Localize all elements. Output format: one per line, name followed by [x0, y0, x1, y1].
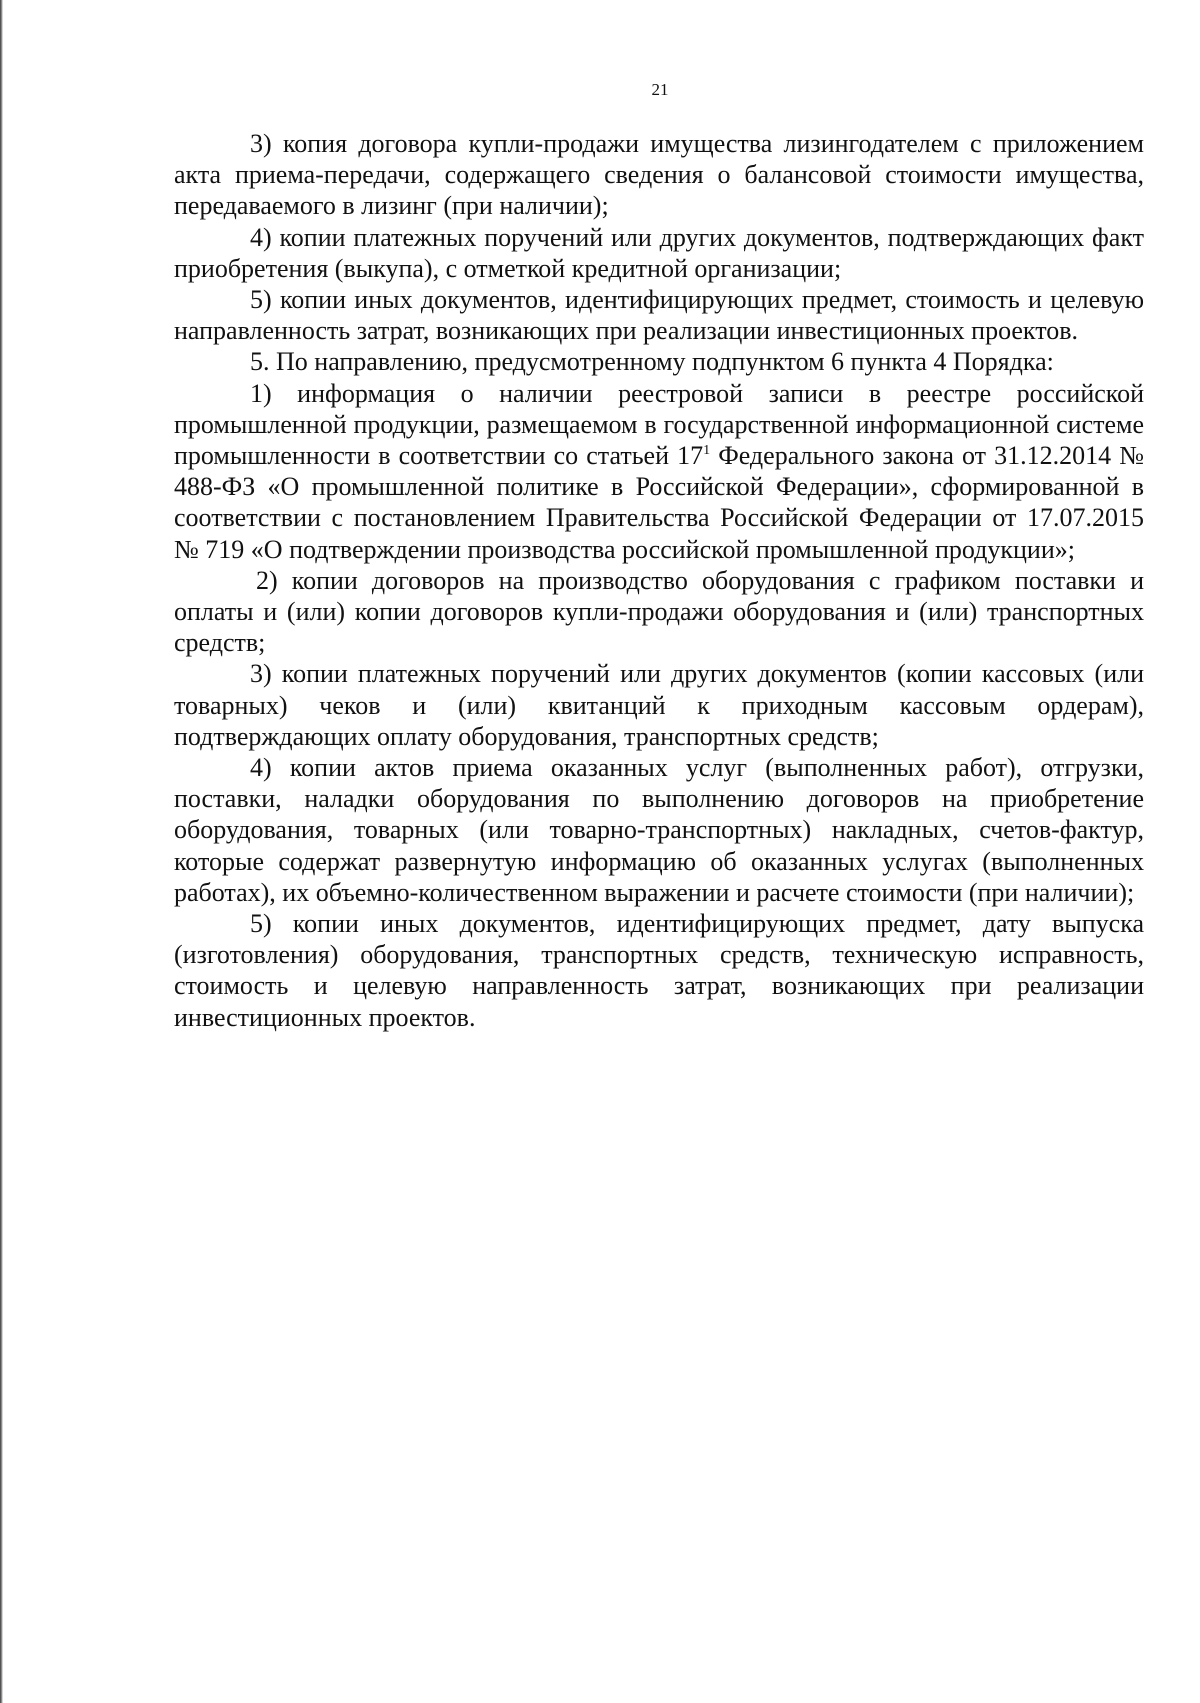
paragraph-text-after-sup: Федерального закона от 31.12.2014 № 488-ФЗ «О промышленной политике в Российской Федерации», сформированной в соответствии с постановлением Правительства Российской Федерации от 17.07.2015 № 719 «О подтверждении производства российской промышленной продукции»;: [174, 441, 1144, 564]
paragraph-item-4-payment-orders: 4) копии платежных поручений или других документов, подтверждающих факт приобретения (выкупа), с отметкой кредитной организации;: [174, 222, 1144, 283]
paragraph-item-5-identifying-documents: 5) копии иных документов, идентифицирующих предмет, дату выпуска (изготовления) оборудования, транспортных средств, техническую исправность, стоимость и целевую направленность затрат, возникающих при реализации инвестиционных проектов.: [174, 909, 1144, 1032]
paragraph-item-5-other-documents: 5) копии иных документов, идентифицирующих предмет, стоимость и целевую направленность затрат, возникающих при реализации инвестиционных проектов.: [174, 285, 1144, 346]
paragraph-section-5-heading: 5. По направлению, предусмотренному подпунктом 6 пункта 4 Порядка:: [250, 347, 1054, 377]
paragraph-text-before-sup: 1) информация о наличии реестровой записи в реестре российской промышленной продукции, размещаемом в государственной информационной системе промышленности в соответствии со статьей 17: [174, 378, 1144, 471]
paragraph-item-4-acceptance-acts: 4) копии актов приема оказанных услуг (выполненных работ), отгрузки, поставки, наладки оборудования по выполнению договоров на приобретение оборудования, товарных (или товарно-транспортных) накладных, счетов-фактур, которые содержат развернутую информацию об оказанных услугах (выполненных работах), их объемно-количественном выражении и расчете стоимости (при наличии);: [174, 753, 1144, 907]
page-number: 21: [651, 80, 669, 99]
paragraph-item-2-equipment-contracts: 2) копии договоров на производство оборудования с графиком поставки и оплаты и (или) копии договоров купли-продажи оборудования и (или) транспортных средств;: [174, 565, 1144, 658]
paragraph-item-1-registry-info: [174, 378, 1144, 565]
scan-edge: [0, 0, 3, 1703]
paragraph-item-3-payment-documents: 3) копии платежных поручений или других документов (копии кассовых (или товарных) чеков и (или) квитанций к приходным кассовым ордерам), подтверждающих оплату оборудования, транспортных средств;: [174, 659, 1144, 751]
paragraph-item-3-lease-contract: 3) копия договора купли-продажи имущества лизингодателем с приложением акта приема-передачи, содержащего сведения о балансовой стоимости имущества, передаваемого в лизинг (при наличии);: [174, 129, 1144, 221]
document-body: [174, 128, 1144, 1033]
superscript-article-number: 1: [703, 443, 711, 459]
